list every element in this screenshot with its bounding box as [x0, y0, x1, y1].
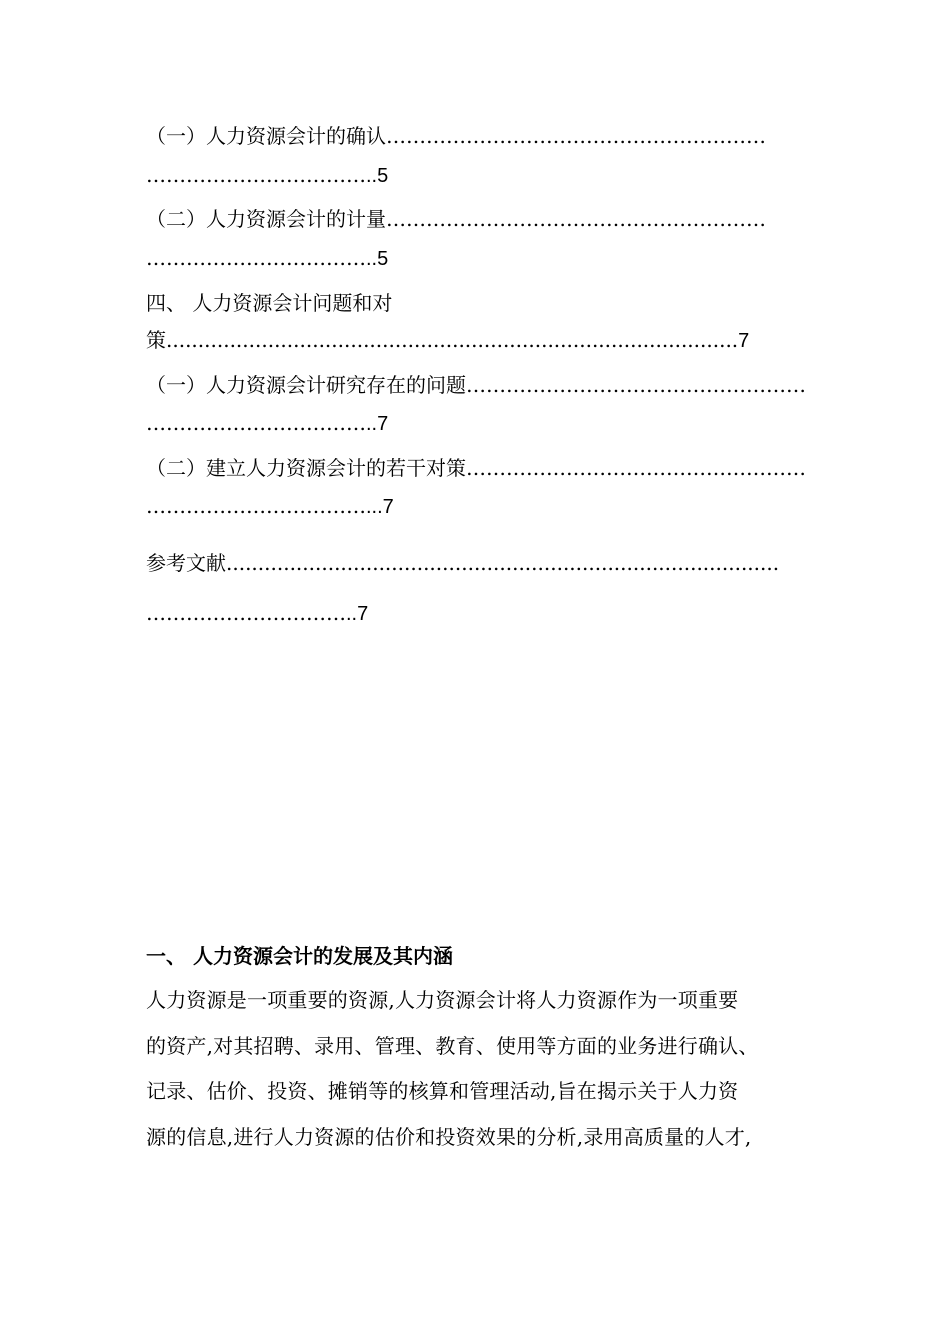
- toc-leader-dots: ……………………………: [146, 163, 366, 187]
- toc-entry-2-line-2: [146, 246, 388, 271]
- toc-entry-1-line-1: （一）人力资源会计的确认…………………………………………………: [146, 124, 766, 148]
- paragraph-line: 的资产,对其招聘、录用、管理、教育、使用等方面的业务进行确认、: [146, 1033, 759, 1058]
- toc-leader-dots: ……………………………: [146, 246, 366, 270]
- toc-entry-1-line-2: [146, 163, 388, 188]
- toc-leader-dots: 策..........................................................................................: [146, 328, 739, 352]
- paragraph-line: 源的信息,进行人力资源的估价和投资效果的分析,录用高质量的人才,: [146, 1124, 752, 1149]
- toc-entry-4-line-2: [146, 411, 388, 436]
- toc-entry-2-line-1: （二）人力资源会计的计量…………………………………………………: [146, 207, 766, 231]
- toc-page-number: ..5: [366, 165, 389, 187]
- toc-page-number: ..5: [366, 248, 389, 270]
- toc-page-number: ..7: [346, 603, 369, 625]
- paragraph-line: 人力资源是一项重要的资源,人力资源会计将人力资源作为一项重要: [146, 988, 739, 1012]
- toc-entry-5-line-1: （二）建立人力资源会计的若干对策……………………………………………: [146, 456, 806, 480]
- section-heading: 一、 人力资源会计的发展及其内涵: [146, 944, 453, 968]
- toc-page-number: ..7: [366, 413, 389, 435]
- section-paragraph: [146, 978, 816, 1160]
- paragraph-line: 记录、估价、投资、摊销等的核算和管理活动,旨在揭示关于人力资: [146, 1079, 739, 1103]
- toc-entry-6-line-2: [146, 601, 368, 626]
- toc-page-number: 7: [738, 330, 750, 352]
- toc-entry-6-line-1: 参考文献.......................................................................................: [146, 551, 780, 575]
- toc-entry-5-line-2: [146, 494, 394, 519]
- toc-page-number: ...7: [366, 496, 394, 518]
- toc-leader-dots: ……………………………: [146, 411, 366, 435]
- toc-leader-dots: …………………………: [146, 601, 346, 625]
- toc-leader-dots: ……………………………: [146, 494, 366, 518]
- toc-entry-3-line-2: [146, 328, 749, 353]
- toc-entry-3-line-1: 四、 人力资源会计问题和对: [146, 291, 393, 315]
- toc-entry-4-line-1: （一）人力资源会计研究存在的问题……………………………………………: [146, 373, 806, 397]
